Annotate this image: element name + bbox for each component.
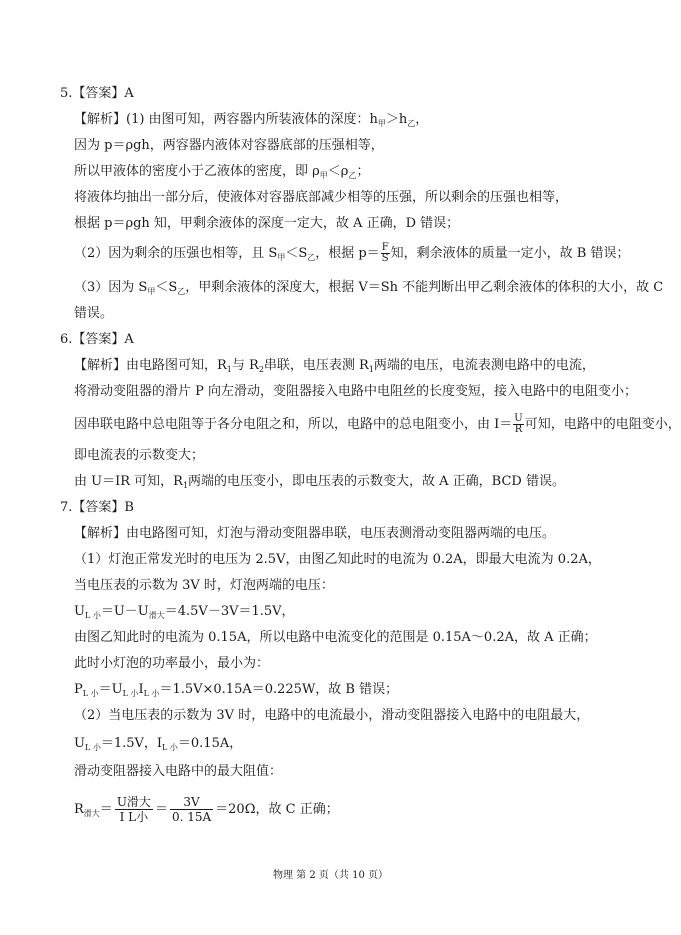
q7-analysis-line-9: $U_{L 小}=1.5V$，$I_{L 小}=0.15A$， — [74, 736, 243, 752]
q7-analysis-line-5: 由图乙知此时的电流为 0.15A，所以电路中电流变化的范围是 0.15A～0.2A，故 A 正确； — [74, 630, 597, 645]
q7-resistance-fraction-numeric: $\frac{3V}{0. 15A}$ — [171, 795, 212, 824]
q5-analysis-line-7: （3）因为 $S_甲<S_乙$，甲剩余液体的深度大，根据 V＝Sh 不能判断出甲乙剩余液体的体积的大小，故 C — [74, 280, 664, 296]
q5-analysis-line-4: 将液体均抽出一部分后，使液体对容器底部减少相等的压强，所以剩余的压强也相等， — [74, 190, 569, 205]
q5-pressure-fraction: $\frac{F}{S}$ — [381, 242, 389, 264]
q6-ohm-fraction: $\frac{U}{R}$ — [514, 413, 523, 435]
q6-analysis-line-1: 【解析】由电路图可知，$R_1$与 $R_2$串联，电压表测 $R_1$两端的电压，电流表测电路中的电流， — [74, 358, 595, 374]
page-footer: 物理 第 2 页（共 10 页） — [273, 870, 388, 881]
q7-analysis-line-7: $P_{L 小}=U_{L 小}I_{L 小}=1.5V\times 0.15A=0.225W$，故 B 错误； — [74, 682, 399, 698]
q7-analysis-line-6: 此时小灯泡的功率最小，最小为： — [74, 656, 270, 671]
q7-resistance-fraction-symbolic: $\frac{\text{U滑大}}{\text{I L小}}$ — [116, 795, 151, 824]
q5-analysis-line-5: 根据 p＝ρgh 知，甲剩余液体的深度一定大，故 A 正确，D 错误； — [74, 216, 460, 231]
q7-analysis-line-11: $R_{滑大}=$ $\frac{\text{U滑大}}{\text{I L小}}$ ＝ $\frac{3V}{0. 15A}$ ＝20Ω，故 C 正确； — [74, 795, 339, 824]
q5-answer: 5.【答案】A — [60, 86, 134, 101]
q7-analysis-line-1: 【解析】由电路图可知，灯泡与滑动变阻器串联，电压表测滑动变阻器两端的电压。 — [74, 526, 556, 541]
q5-analysis-line-6: （2）因为剩余的压强也相等，且 $S_甲<S_乙$，根据 p＝ $\frac{F}{S}$ 知，剩余液体的质量一定小，故 B 错误； — [74, 242, 630, 264]
q5-analysis-line-3: 所以甲液体的密度小于乙液体的密度，即 $\rho_甲<\rho_乙$； — [74, 164, 370, 180]
q5-analysis-line-8: 错误。 — [74, 306, 114, 321]
q6-analysis-line-2: 将滑动变阻器的滑片 P 向左滑动，变阻器接入电路中电阻丝的长度变短，接入电路中的电阻变小； — [74, 384, 638, 399]
q6-analysis-line-4: 即电流表的示数变大； — [74, 448, 205, 463]
q7-analysis-line-10: 滑动变阻器接入电路中的最大阻值： — [74, 764, 283, 779]
q7-analysis-line-8: （2）当电压表的示数为 3V 时，电路中的电流最小，滑动变阻器接入电路中的电阻最大， — [74, 708, 590, 723]
q6-analysis-line-5: 由 U＝IR 可知，$R_1$两端的电压变小，即电压表的示数变大，故 A 正确，BCD 错误。 — [74, 474, 565, 490]
q5-analysis-line-2: 因为 p＝ρgh，两容器内液体对容器底部的压强相等， — [74, 138, 384, 153]
q6-analysis-line-3: 因串联电路中总电阻等于各分电阻之和，所以，电路中的总电阻变小，由 I＝ $\frac{U}{R}$ 可知，电路中的电阻变小， — [74, 413, 681, 435]
q5-analysis-line-1: 【解析】(1) 由图可知，两容器内所装液体的深度：$h_甲>h_乙$， — [74, 112, 429, 128]
q7-analysis-line-4: $U_{L 小}=U-U_{滑大}=4.5V-3V=1.5V$， — [74, 604, 295, 620]
q7-analysis-line-3: 当电压表的示数为 3V 时，灯泡两端的电压： — [74, 578, 334, 593]
q7-analysis-line-2: （1）灯泡正常发光时的电压为 2.5V，由图乙知此时的电流为 0.2A，即最大电流为 0.2A， — [74, 552, 601, 567]
q6-answer: 6.【答案】A — [60, 332, 134, 347]
q7-answer: 7.【答案】B — [60, 500, 134, 515]
